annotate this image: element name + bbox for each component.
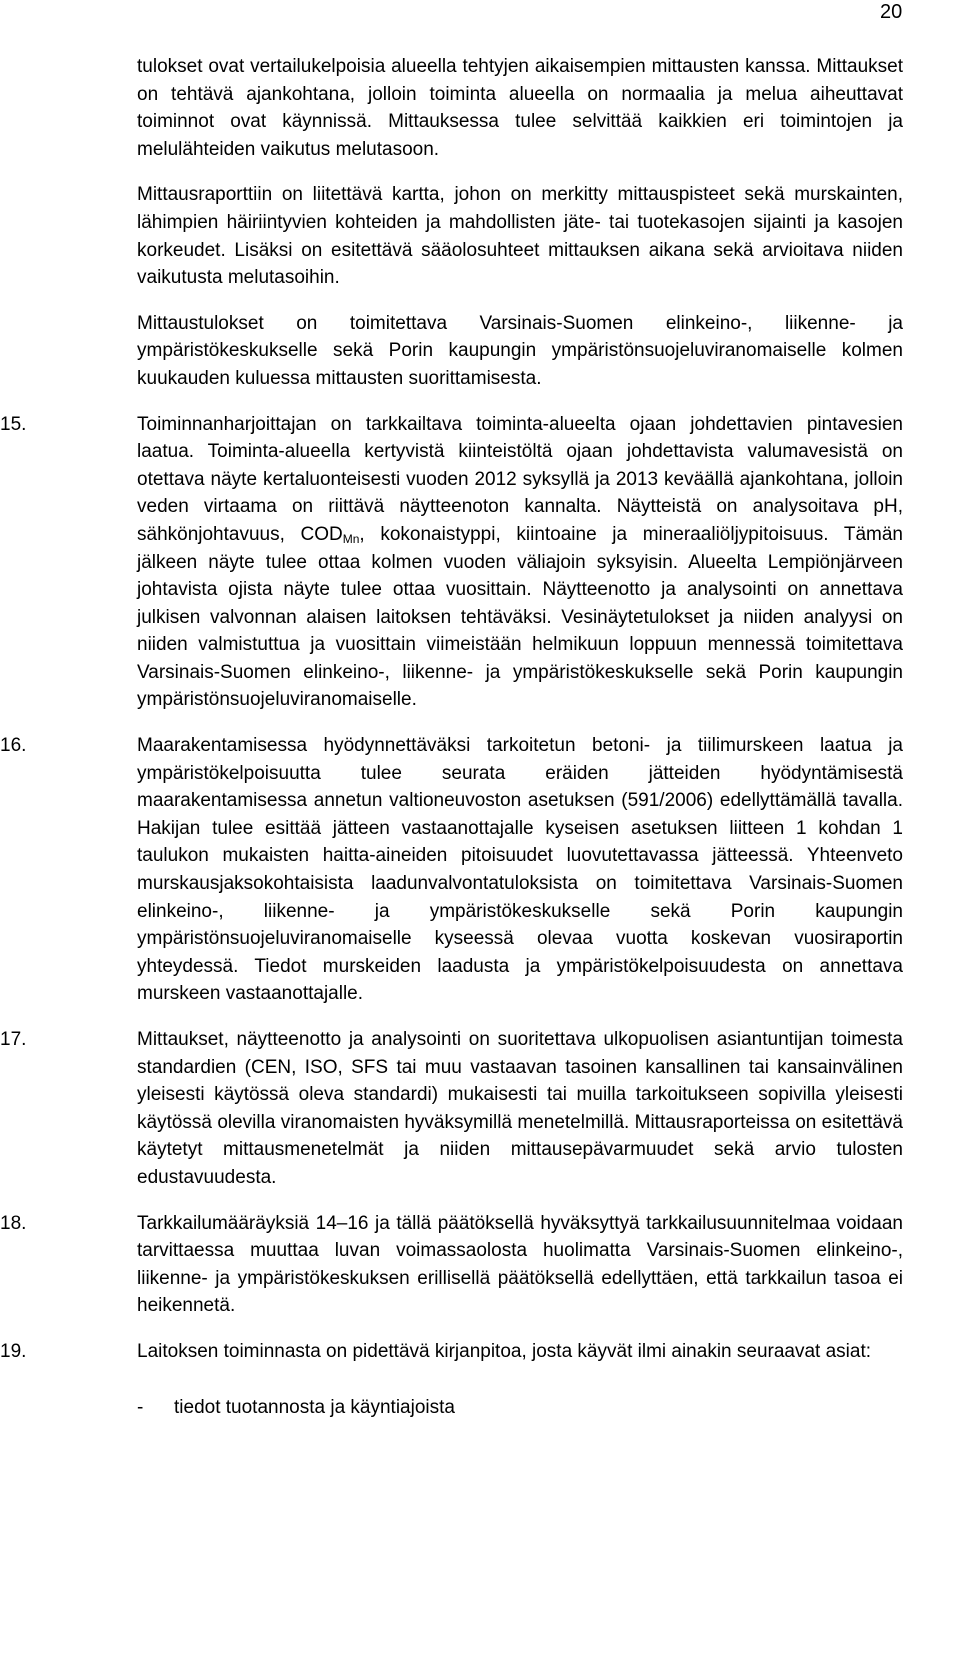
- clause-text: Maarakentamisessa hyödynnettäväksi tarkoitetun betoni- ja tiilimurskeen laatua ja ympäristökelpoisuutta tulee seurata eräiden jätteiden hyödyntämisestä maarakentamisessa annetun valtioneuvoston asetuksen (591/2006) edellyttämällä tavalla. Hakijan tulee esittää jätteen vastaanottajalle kyseisen asetuksen liitteen 1 kohdan 1 taulukon mukaisten haitta-aineiden pitoisuudet luovutettavassa jätteessä. Yhteenveto murskausjaksokohtaisista laadunvalvontatuloksista on toimitettava Varsinais-Suomen elinkeino-, liikenne- ja ympäristökeskukselle sekä Porin kaupungin ympäristönsuojeluviranomaiselle kyseessä olevaa vuotta koskevan vuosiraportin yhteydessä. Tiedot murskeiden laadusta ja ympäristökelpoisuudesta on annettava murskeen vastaanottajalle.: [137, 735, 903, 1005]
- clause-16: [0, 732, 960, 1008]
- clause-number: 16.: [0, 735, 27, 757]
- list-marker: -: [137, 1396, 144, 1418]
- paragraph-measurement-report: Mittausraporttiin on liitettävä kartta, johon on merkitty mittauspisteet sekä murskainten, lähimpien häiriintyvien kohteiden ja mahdollisten jäte- tai tuotekasojen sijainti ja kasojen korkeudet. Lisäksi on esitettävä sääolosuhteet mittauksen aikana sekä arvioitava niiden vaikutusta melutasoihin.: [137, 184, 903, 289]
- list-item: [137, 1394, 960, 1422]
- clause-number: 18.: [0, 1212, 27, 1234]
- page-number: 20: [880, 1, 903, 23]
- clause-text: Tarkkailumääräyksiä 14–16 ja tällä päätöksellä hyväksyttyä tarkkailusuunnitelmaa voidaan tarvittaessa muuttaa luvan voimassaolosta huolimatta Varsinais-Suomen elinkeino-, liikenne- ja ympäristökeskuksen erillisellä päätöksellä edellyttäen, että tarkkailun tasoa ei heikennetä.: [137, 1212, 903, 1317]
- clause-17: [0, 1026, 960, 1192]
- clause-number: 17.: [0, 1029, 27, 1050]
- paragraph-noise-results: tulokset ovat vertailukelpoisia alueella tehtyjen aikaisempien mittausten kanssa. Mittaukset on tehtävä ajankohtana, jolloin toiminta alueella on normaalia ja melua aiheuttavat toiminnot ovat käynnissä. Mittauksessa tulee selvittää kaikkien eri toimintojen ja melulähteiden vaikutus melutasoon.: [137, 56, 903, 160]
- subscript-mn: Mn: [342, 531, 360, 546]
- clause-text: Mittaukset, näytteenotto ja analysointi on suoritettava ulkopuolisen asiantuntijan toimesta standardien (CEN, ISO, SFS tai muu vastaavan tasoinen kansallinen tai kansainvälinen yleisesti käytössä oleva standardi) mukaisesti tai muilla tarkoitukseen sopivilla yleisesti käytössä olevilla viranomaisten hyväksymillä menetelmillä. Mittausraporteissa on esitettävä käytetyt mittausmenetelmät ja niiden mittausepävarmuudet sekä arvio tulosten edustavuudesta.: [137, 1029, 903, 1188]
- clause-18: [0, 1210, 960, 1320]
- document-body: [0, 53, 960, 1421]
- clause-number: 19.: [0, 1340, 27, 1362]
- list-item-text: tiedot tuotannosta ja käyntiajoista: [174, 1396, 455, 1418]
- clause-number: 15.: [0, 413, 27, 435]
- clause-19: [0, 1338, 960, 1366]
- clause-15: [0, 411, 960, 715]
- clause-text: Laitoksen toiminnasta on pidettävä kirjanpitoa, josta käyvät ilmi ainakin seuraavat asiat:: [137, 1340, 872, 1362]
- clause-text-part: , kokonaistyppi, kiintoaine ja mineraaliöljypitoisuus. Tämän jälkeen näyte tulee ottaa kolmen vuoden väliajoin syksyisin. Alueelta Lempiönjärveen johtavista ojista näyte tulee ottaa vuosittain. Näytteenotto ja analysointi on annettava julkisen valvonnan alaisen laitoksen tehtäväksi. Vesinäytetulokset ja niiden analyysi on niiden valmistuttua ja vuosittain viimeistään helmikuun loppuun mennessä toimitettava Varsinais-Suomen elinkeino-, liikenne- ja ympäristökeskukselle sekä Porin kaupungin ympäristönsuojeluviranomaiselle.: [137, 523, 903, 711]
- clause-text-part: Toiminnanharjoittajan on tarkkailtava toiminta-alueelta ojaan johdettavien pintavesien laatua. Toiminta-alueella kertyvistä kiinteistöltä ojaan johdettavista valumavesistä on otettava näyte kertaluonteisesti vuoden 2012 syksyllä ja 2013 keväällä ajankohtana, jolloin veden virtaama on riittävä näytteenoton kannalta. Näytteistä on analysoitava pH, sähkönjohtavuus, COD: [137, 413, 903, 545]
- paragraph-submission: Mittaustulokset on toimitettava Varsinais-Suomen elinkeino-, liikenne- ja ympäristökeskukselle sekä Porin kaupungin ympäristönsuojeluviranomaiselle kolmen kuukauden kuluessa mittausten suorittamisesta.: [137, 312, 903, 389]
- clause-text: [137, 411, 903, 715]
